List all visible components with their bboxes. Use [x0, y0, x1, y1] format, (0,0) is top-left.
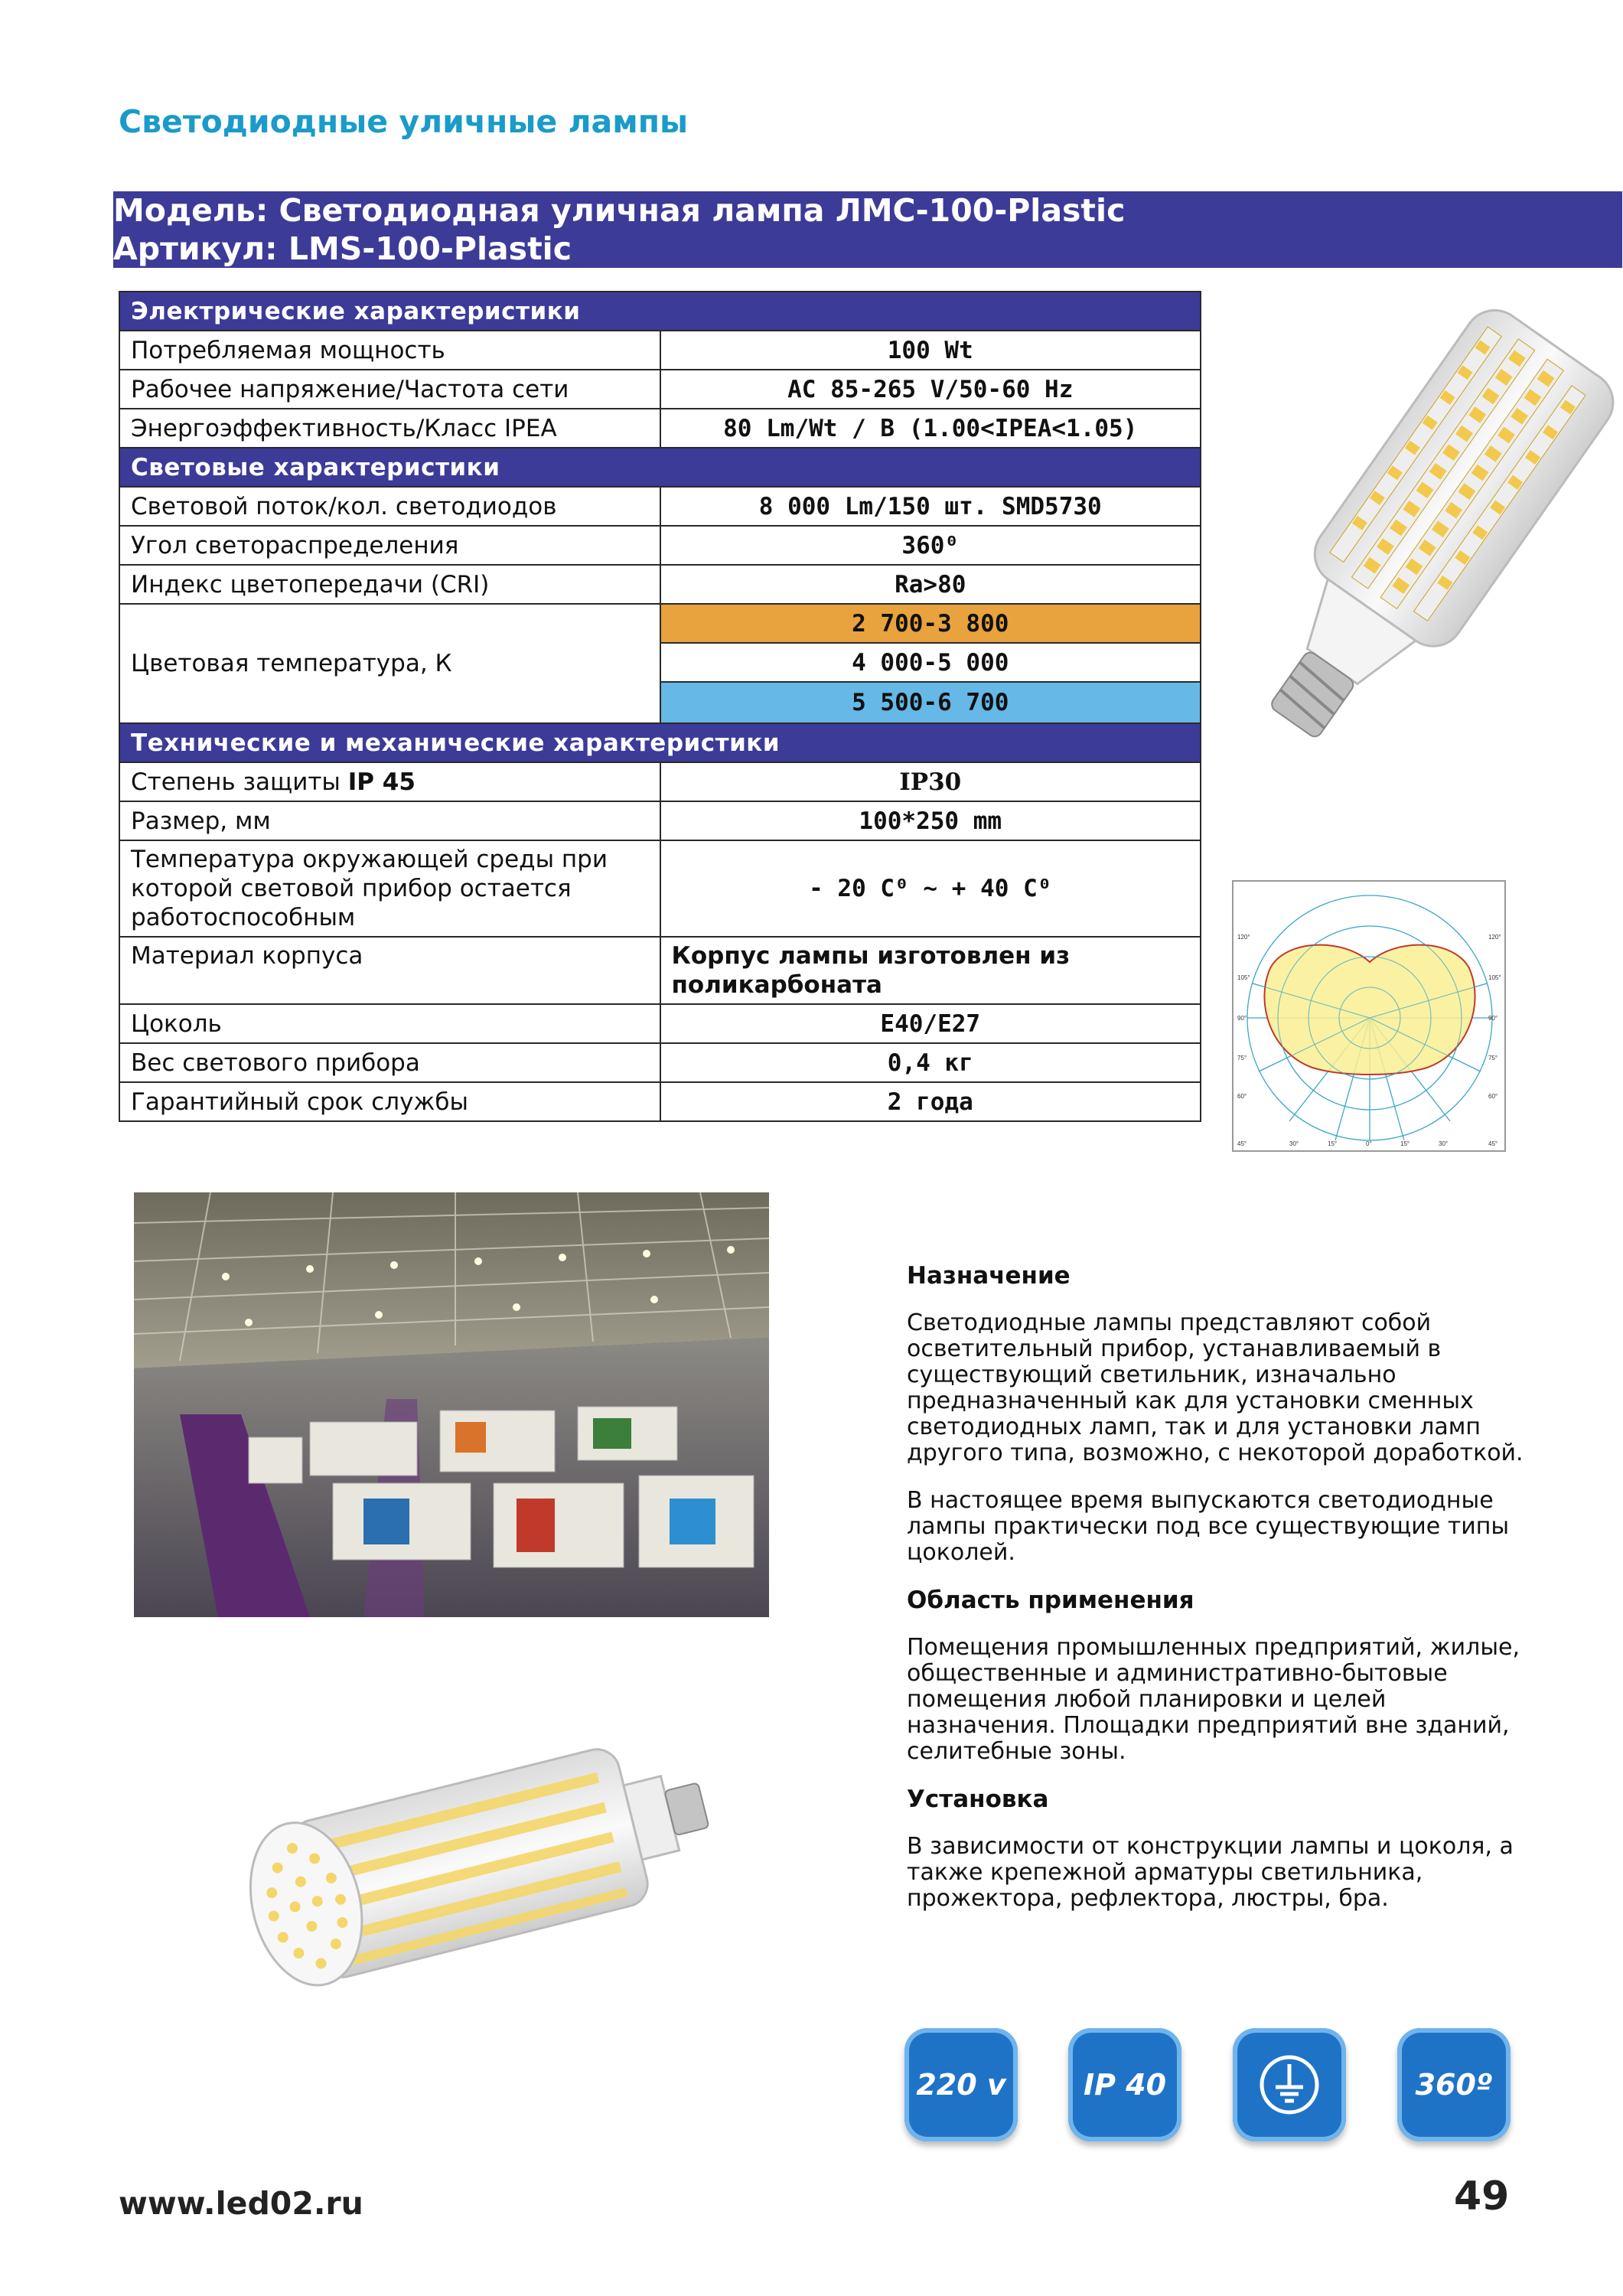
corn-lamp-side-image — [207, 1691, 727, 2013]
warranty-label: Гарантийный срок службы — [119, 1082, 660, 1121]
power-label: Потребляемая мощность — [119, 331, 660, 370]
polar-diagram — [1228, 876, 1511, 1156]
size-label: Размер, мм — [119, 801, 660, 840]
table-row — [119, 762, 1201, 801]
purpose-title: Назначение — [907, 1262, 1071, 1290]
cri-value: Ra>80 — [660, 565, 1201, 604]
application-paragraph: Помещения промышленных предприятий, жилые, общественные и административно-бытовые помещения любой планировки и целей назначения. Площадки предприятий вне зданий, селитебные зоны. — [907, 1634, 1520, 1765]
polar-label-105-right: 105° — [1488, 974, 1501, 981]
polar-label-60-right: 60° — [1488, 1093, 1498, 1100]
table-row — [119, 565, 1201, 604]
table-row — [119, 801, 1201, 840]
flux-label: Световой поток/кол. светодиодов — [119, 487, 660, 526]
table-row — [119, 487, 1201, 526]
spec-table — [119, 291, 1201, 1122]
polar-label-b30-right: 30° — [1439, 1140, 1449, 1147]
installation-title: Установка — [907, 1786, 1049, 1813]
size-value: 100*250 mm — [660, 801, 1201, 840]
article-title: Артикул: LMS-100-Plastic — [113, 230, 572, 267]
cct-warm-value: 2 700-3 800 — [660, 604, 1201, 643]
footer-url[interactable]: www.led02.ru — [119, 2185, 363, 2222]
model-title: Модель: Светодиодная уличная лампа ЛМС-100-Plastic — [113, 192, 1126, 229]
polar-label-b15-left: 15° — [1328, 1140, 1338, 1147]
voltage-value: AC 85-265 V/50-60 Hz — [660, 370, 1201, 409]
ground-icon — [1255, 2050, 1324, 2119]
cct-label: Цветовая температура, К — [119, 604, 660, 723]
voltage-badge: 220 v — [904, 2028, 1018, 2141]
socket-label: Цоколь — [119, 1004, 660, 1043]
flux-value: 8 000 Lm/150 шт. SMD5730 — [660, 487, 1201, 526]
cri-label: Индекс цветопередачи (CRI) — [119, 565, 660, 604]
table-row — [119, 1043, 1201, 1082]
table-row — [119, 604, 1201, 643]
exhibition-hall-photo — [134, 1192, 769, 1617]
polar-label-105-left: 105° — [1237, 974, 1250, 981]
cct-cold-value: 5 500-6 700 — [660, 682, 1201, 723]
ip-label-prefix: Степень защиты — [131, 768, 348, 796]
page-number: 49 — [1454, 2174, 1510, 2219]
socket-value: E40/E27 — [660, 1004, 1201, 1043]
weight-value: 0,4 кг — [660, 1043, 1201, 1082]
angle-badge: 360º — [1397, 2028, 1511, 2141]
weight-label: Вес светового прибора — [119, 1043, 660, 1082]
ground-badge — [1233, 2028, 1346, 2141]
material-label: Материал корпуса — [119, 937, 660, 1004]
polar-label-120-right: 120° — [1488, 934, 1501, 941]
polar-label-b0: 0° — [1366, 1140, 1372, 1147]
table-row — [119, 1082, 1201, 1121]
installation-paragraph: В зависимости от конструкции лампы и цоколя, а также крепежной арматуры светильника, прожектора, рефлектора, люстры, бра. — [907, 1833, 1514, 1912]
application-title: Область применения — [907, 1587, 1194, 1614]
polar-label-75-left: 75° — [1237, 1055, 1247, 1062]
polar-label-75-right: 75° — [1488, 1055, 1498, 1062]
ip-label-bold: IP 45 — [347, 768, 416, 796]
temp-value: - 20 С⁰ ~ + 40 С⁰ — [660, 840, 1201, 937]
purpose-paragraph-1: Светодиодные лампы представляют собой осветительный прибор, устанавливаемый в существующий светильник, изначально предназначенный как для установки сменных светодиодных ламп, так и для установки ламп другого типа, возможно, с некоторой доработкой. — [907, 1309, 1524, 1466]
table-row — [119, 331, 1201, 370]
efficiency-label: Энергоэффективность/Класс IPEA — [119, 409, 660, 448]
table-row — [119, 370, 1201, 409]
angle-value: 360⁰ — [660, 526, 1201, 565]
voltage-label: Рабочее напряжение/Частота сети — [119, 370, 660, 409]
purpose-paragraph-2: В настоящее время выпускаются светодиодные лампы практически под все существующие типы цоколей. — [907, 1487, 1510, 1566]
table-row — [119, 526, 1201, 565]
tech-header: Технические и механические характеристики — [119, 723, 1201, 762]
table-row — [119, 409, 1201, 448]
temp-label: Температура окружающей среды при которой световой прибор остается работоспособным — [119, 840, 660, 937]
polar-label-120-left: 120° — [1237, 934, 1250, 941]
section-title: Светодиодные уличные лампы — [119, 103, 689, 140]
polar-label-90-left: 90° — [1237, 1015, 1247, 1022]
light-header: Световые характеристики — [119, 448, 1201, 487]
angle-label: Угол светораспределения — [119, 526, 660, 565]
ip-badge: IP 40 — [1068, 2028, 1181, 2141]
ip-value: IP30 — [660, 762, 1201, 801]
description-block — [907, 1263, 1534, 1933]
electrical-header: Электрические характеристики — [119, 292, 1201, 331]
table-row — [119, 840, 1201, 937]
polar-label-b30-left: 30° — [1289, 1140, 1299, 1147]
model-banner — [113, 191, 1622, 268]
polar-label-60-left: 60° — [1237, 1093, 1247, 1100]
material-value: Корпус лампы изготовлен из поликарбоната — [660, 937, 1201, 1004]
ip-label — [119, 762, 660, 801]
polar-label-90-right: 90° — [1488, 1015, 1498, 1022]
table-row — [119, 1004, 1201, 1043]
efficiency-value: 80 Lm/Wt / B (1.00<IPEA<1.05) — [660, 409, 1201, 448]
table-row — [119, 937, 1201, 1004]
corn-lamp-image — [1217, 295, 1615, 830]
polar-label-b15-right: 15° — [1400, 1140, 1410, 1147]
warranty-value: 2 года — [660, 1082, 1201, 1121]
cct-neutral-value: 4 000-5 000 — [660, 643, 1201, 682]
polar-label-b45-right: 45° — [1488, 1140, 1498, 1147]
power-value: 100 Wt — [660, 331, 1201, 370]
polar-label-b45-left: 45° — [1237, 1140, 1247, 1147]
